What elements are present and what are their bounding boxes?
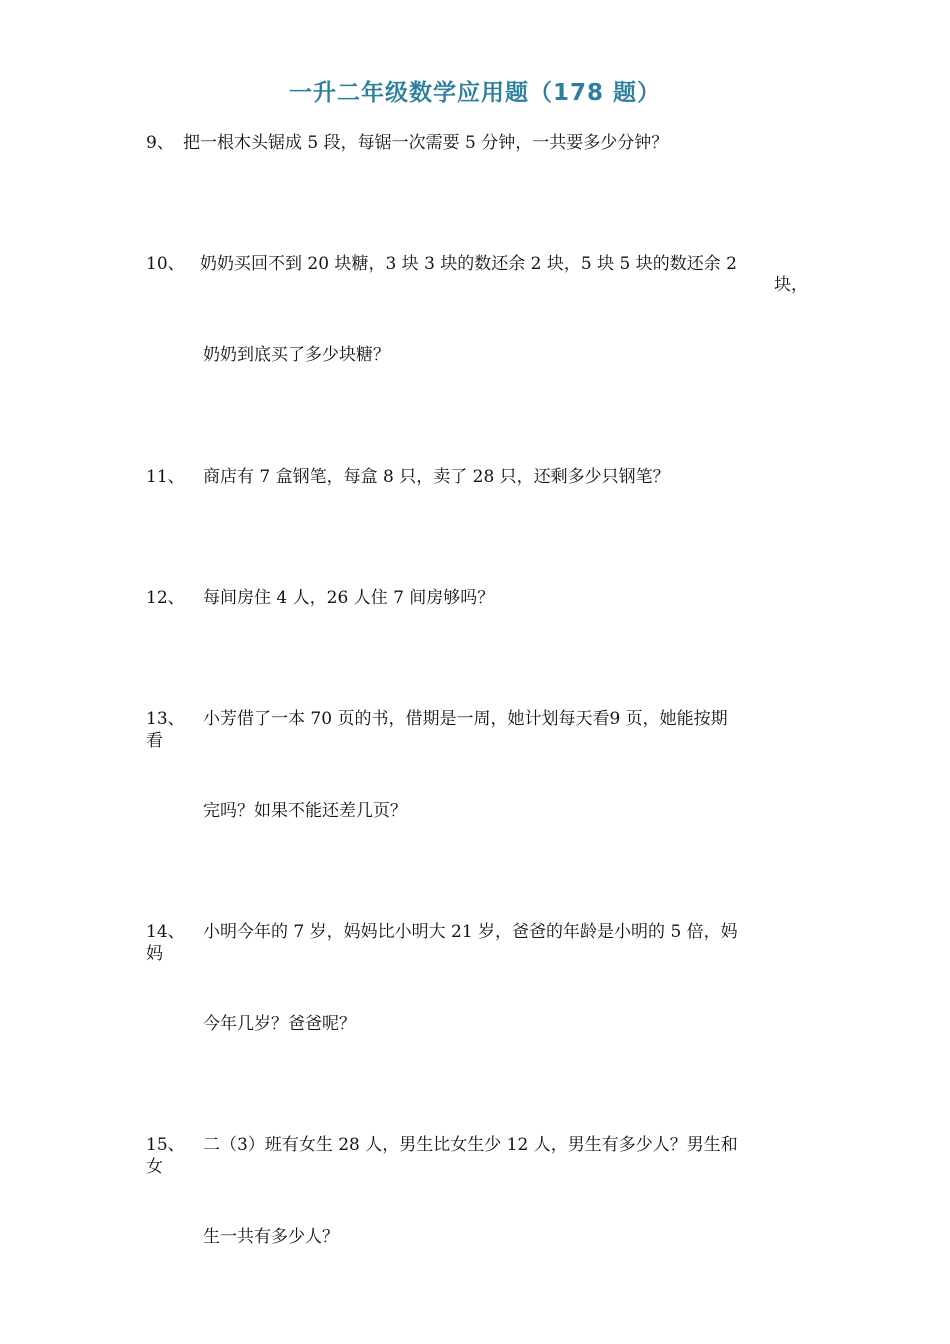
problem-number: 11、 — [146, 467, 185, 487]
problem-number: 9、 — [146, 133, 174, 153]
problem-text-wrap: 块， — [774, 275, 808, 295]
problem-text: 商店有 7 盒钢笔，每盒 8 只，卖了 28 只，还剩多少只钢笔？ — [203, 467, 670, 487]
problem-text-wrap: 妈 — [146, 944, 163, 964]
page-title: 一升二年级数学应用题（178 题） — [288, 80, 662, 106]
problem-text: 小明今年的 7 岁，妈妈比小明大 21 岁，爸爸的年龄是小明的 5 倍，妈 — [203, 922, 738, 942]
problem-text: 把一根木头锯成 5 段，每锯一次需要 5 分钟，一共要多少分钟？ — [183, 133, 669, 153]
problem-text: 奶奶买回不到 20 块糖，3 块 3 块的数还余 2 块，5 块 5 块的数还余 2 — [200, 254, 737, 274]
problem-text-wrap: 女 — [146, 1157, 163, 1177]
problem-number: 15、 — [146, 1135, 185, 1155]
problem-number: 13、 — [146, 709, 185, 729]
problem-text: 小芳借了一本 70 页的书，借期是一周，她计划每天看9 页，她能按期 — [203, 709, 728, 729]
problem-text-continuation: 生一共有多少人？ — [203, 1227, 339, 1247]
problem-text-continuation: 今年几岁？爸爸呢？ — [203, 1014, 356, 1034]
problem-text-wrap: 看 — [146, 731, 163, 751]
problem-text-continuation: 奶奶到底买了多少块糖？ — [203, 345, 390, 365]
problem-number: 12、 — [146, 588, 185, 608]
problem-text: 二（3）班有女生 28 人，男生比女生少 12 人，男生有多少人？男生和 — [203, 1135, 738, 1155]
problem-text-continuation: 完吗？如果不能还差几页？ — [203, 801, 407, 821]
problem-number: 14、 — [146, 922, 185, 942]
problem-text: 每间房住 4 人，26 人住 7 间房够吗？ — [203, 588, 495, 608]
problem-number: 10、 — [146, 254, 185, 274]
